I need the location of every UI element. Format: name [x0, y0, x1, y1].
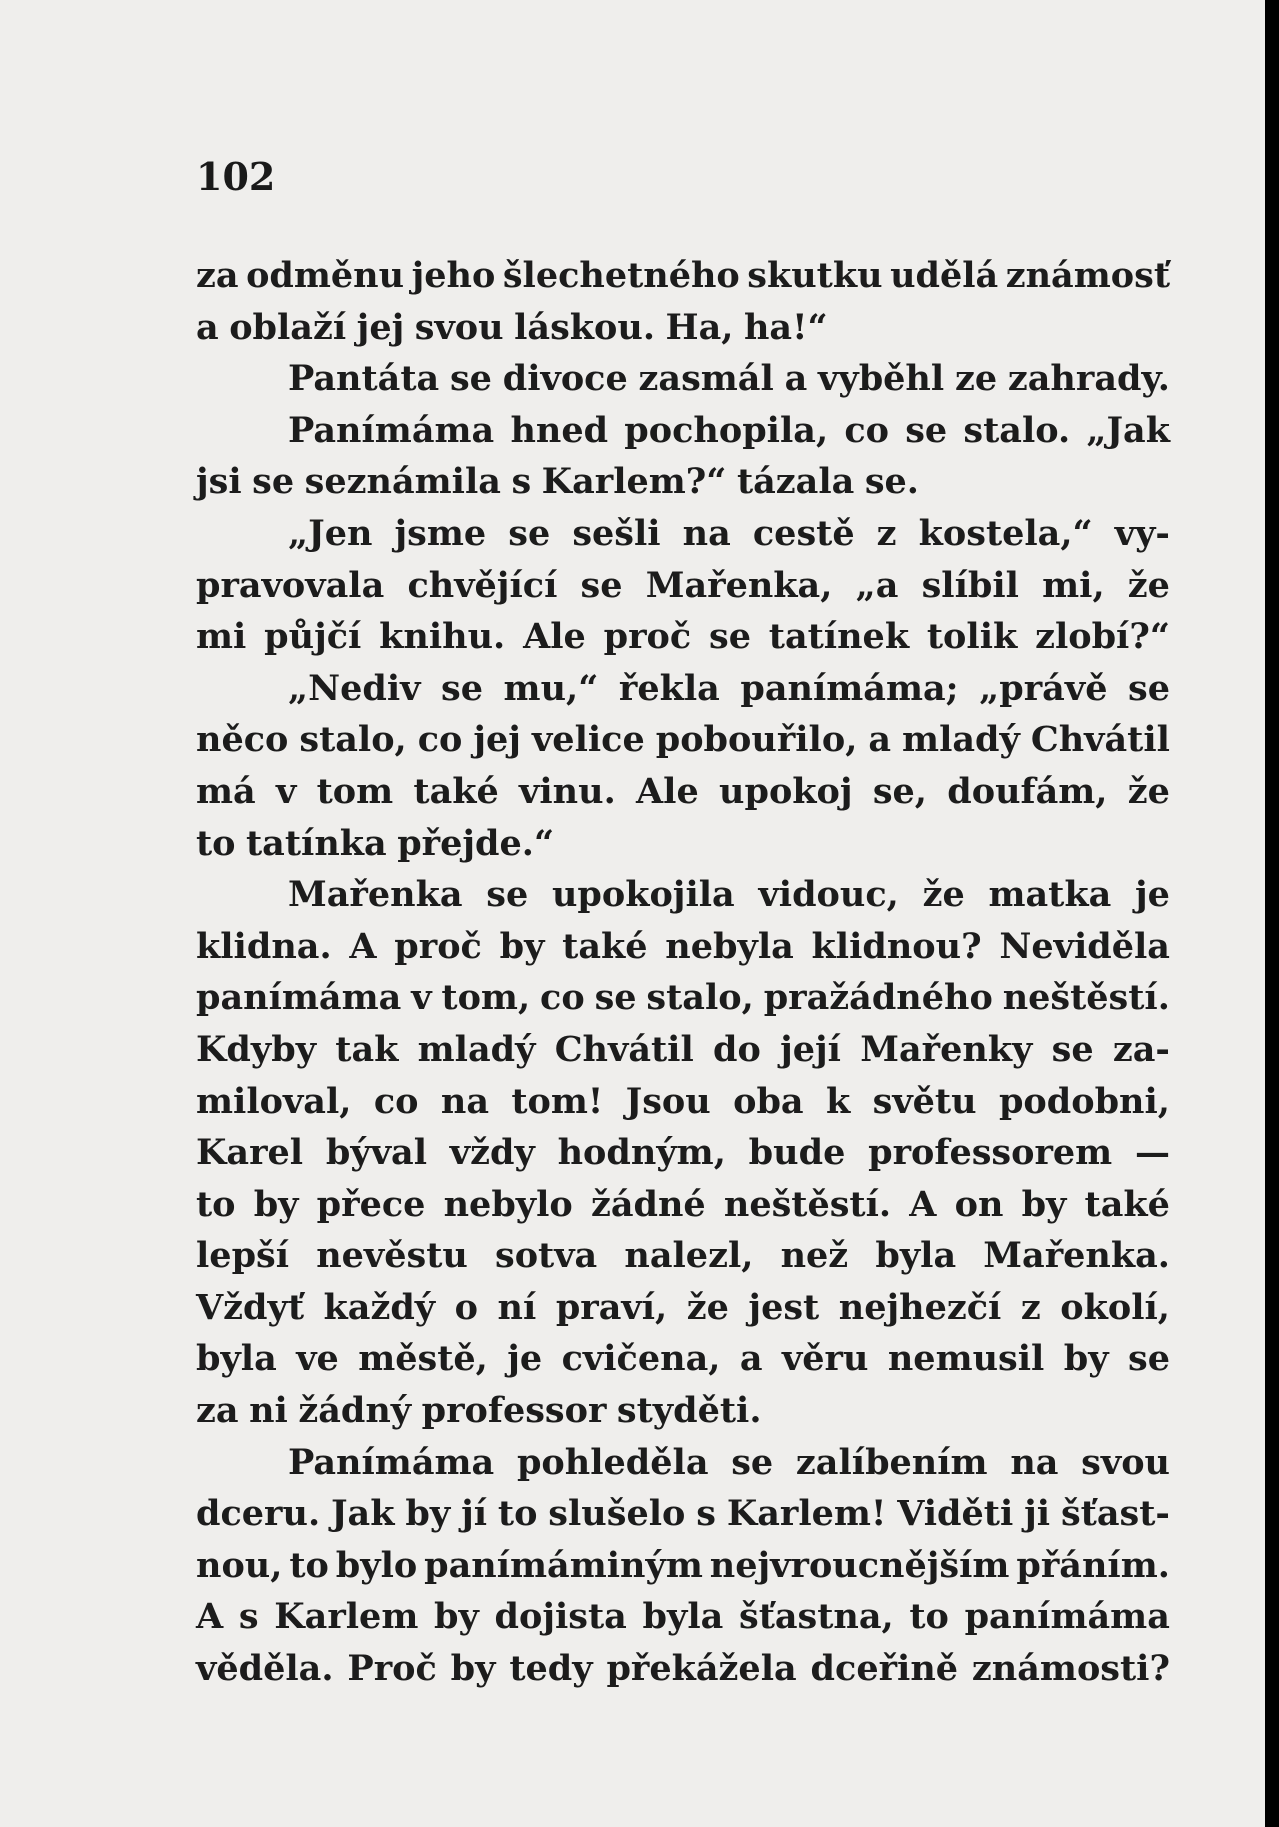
- text-line: „Jen jsme se sešli na cestě z kostela,“ vy-: [288, 512, 1170, 554]
- text-line: Karel býval vždy hodným, bude professorem —: [196, 1132, 1170, 1174]
- text-line: lepší nevěstu sotva nalezl, než byla Mařenka.: [196, 1235, 1170, 1277]
- text-line: Pantáta se divoce zasmál a vyběhl ze zahrady.: [288, 358, 1170, 400]
- text-line: má v tom také vinu. Ale upokoj se, doufám, že: [196, 770, 1170, 812]
- text-line: Panímáma pohleděla se zalíbením na svou: [288, 1441, 1170, 1483]
- text-line: miloval, co na tom! Jsou oba k světu podobni,: [196, 1080, 1170, 1122]
- text-line: za ni žádný professor styděti.: [196, 1390, 762, 1432]
- text-line: klidna. A proč by také nebyla klidnou? Neviděla: [196, 925, 1170, 967]
- scan-edge: [1265, 0, 1279, 1827]
- text-line: to tatínka přejde.“: [196, 822, 555, 864]
- text-line: mi půjčí knihu. Ale proč se tatínek tolik zlobí?“: [196, 616, 1170, 658]
- text-line: A s Karlem by dojista byla šťastna, to panímáma: [196, 1596, 1170, 1638]
- text-line: pravovala chvějící se Mařenka, „a slíbil mi, že: [196, 564, 1170, 606]
- text-line: nou, to bylo panímáminým nejvroucnějším přáním.: [196, 1544, 1170, 1586]
- text-line: jsi se seznámila s Karlem?“ tázala se.: [196, 461, 919, 503]
- text-line: „Nediv se mu,“ řekla panímáma; „právě se: [288, 667, 1170, 709]
- text-line: věděla. Proč by tedy překážela dceřině známosti?: [196, 1648, 1170, 1690]
- body-text: [196, 250, 1170, 1695]
- text-line: a oblaží jej svou láskou. Ha, ha!“: [196, 306, 828, 348]
- text-line: byla ve městě, je cvičena, a věru nemusil by se: [196, 1338, 1170, 1380]
- text-line: Kdyby tak mladý Chvátil do její Mařenky se za-: [196, 1028, 1170, 1070]
- text-line: panímáma v tom, co se stalo, pražádného neštěstí.: [196, 977, 1170, 1019]
- text-line: Vždyť každý o ní praví, že jest nejhezčí z okolí,: [196, 1286, 1170, 1328]
- text-line: Mařenka se upokojila vidouc, že matka je: [288, 874, 1170, 916]
- page-number: 102: [196, 154, 276, 199]
- text-line: Panímáma hned pochopila, co se stalo. „Jak: [288, 409, 1170, 451]
- text-line: něco stalo, co jej velice pobouřilo, a mladý Chvátil: [196, 719, 1170, 761]
- text-line: dceru. Jak by jí to slušelo s Karlem! Viděti ji šťast-: [196, 1493, 1170, 1535]
- text-line: to by přece nebylo žádné neštěstí. A on by také: [196, 1183, 1170, 1225]
- text-line: za odměnu jeho šlechetného skutku udělá známosť: [196, 255, 1170, 296]
